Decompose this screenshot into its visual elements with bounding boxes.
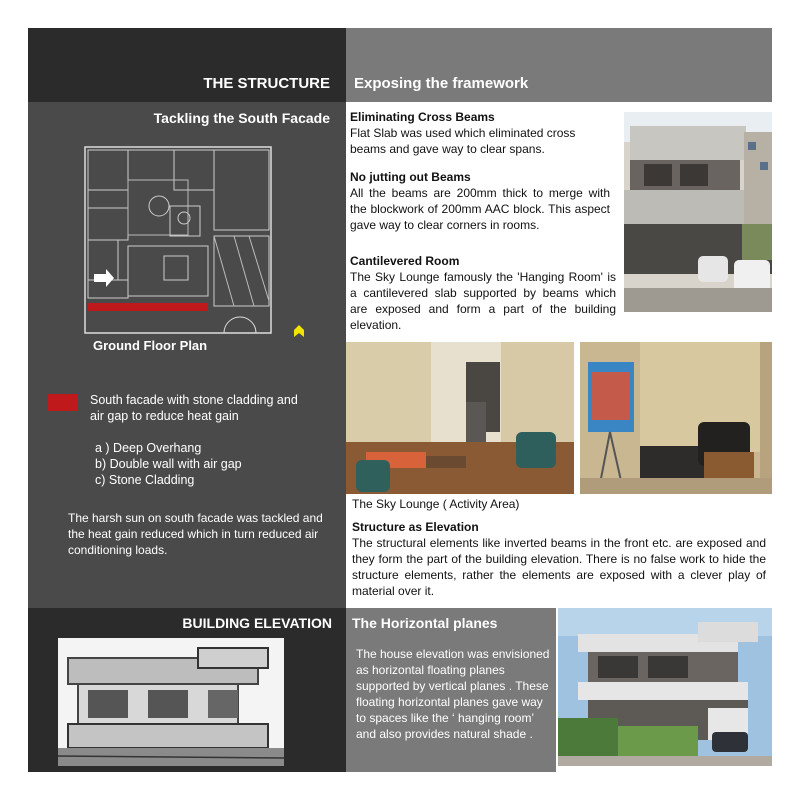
house-photo bbox=[558, 608, 772, 766]
horizontal-planes-title: The Horizontal planes bbox=[352, 615, 498, 631]
left-panel bbox=[28, 102, 346, 608]
north-marker-icon bbox=[294, 324, 304, 336]
section-title: No jutting out Beams bbox=[350, 170, 471, 184]
section-text: Flat Slab was used which eliminated cross beams and gave way to clear spans. bbox=[350, 126, 576, 156]
list-item: a ) Deep Overhang bbox=[95, 441, 202, 455]
section-text: All the beams are 200mm thick to merge with the blockwork of 200mm AAC block. This aspect gave way to clear corners in rooms. bbox=[350, 186, 610, 232]
horizontal-planes-text: The house elevation was envisioned as horizontal floating planes supported by vertical planes . These floating horizontal planes gave way to spaces like the ‘ hanging room’ and also provides natural shade . bbox=[356, 647, 550, 741]
structure-title: THE STRUCTURE bbox=[203, 75, 330, 92]
section-text: The Sky Lounge famously the 'Hanging Room' is a cantilevered slab supported by beams which are exposed and form a part of the building elevation. bbox=[350, 270, 616, 332]
list-item: b) Double wall with air gap bbox=[95, 457, 242, 471]
building-elevation-title: BUILDING ELEVATION bbox=[182, 615, 332, 631]
framework-title: Exposing the framework bbox=[354, 75, 529, 92]
south-facade-title: Tackling the South Facade bbox=[153, 110, 330, 126]
list-item: c) Stone Cladding bbox=[95, 473, 195, 487]
sky-lounge-photo-2 bbox=[580, 342, 772, 494]
header-right-bar bbox=[346, 28, 772, 102]
elevation-sketch bbox=[58, 638, 284, 766]
south-facade-paragraph: The harsh sun on south facade was tackled and the heat gain reduced which in turn reduced air conditioning loads. bbox=[68, 511, 323, 557]
sky-lounge-caption: The Sky Lounge ( Activity Area) bbox=[352, 497, 520, 511]
sky-lounge-photo-1 bbox=[346, 342, 574, 494]
building-elevation-panel bbox=[28, 608, 346, 772]
plan-caption: Ground Floor Plan bbox=[93, 338, 208, 353]
building-photo bbox=[624, 112, 772, 312]
legend-text: South facade with stone cladding and air gap to reduce heat gain bbox=[90, 393, 298, 423]
section-title: Cantilevered Room bbox=[350, 254, 460, 268]
ground-floor-plan-drawing bbox=[84, 146, 274, 344]
right-panel bbox=[346, 102, 772, 608]
header-left-bar bbox=[28, 28, 346, 102]
elevation-structure-text: The structural elements like inverted beams in the front etc. are exposed and they form the part of the building elevation. There is no false work to hide the structure elements, rather the elements are exposed with a clever play of material over it. bbox=[352, 536, 766, 598]
horizontal-planes-panel bbox=[346, 608, 556, 772]
section-title: Eliminating Cross Beams bbox=[350, 110, 495, 124]
legend-swatch bbox=[48, 394, 78, 411]
elevation-structure-title: Structure as Elevation bbox=[352, 520, 479, 534]
